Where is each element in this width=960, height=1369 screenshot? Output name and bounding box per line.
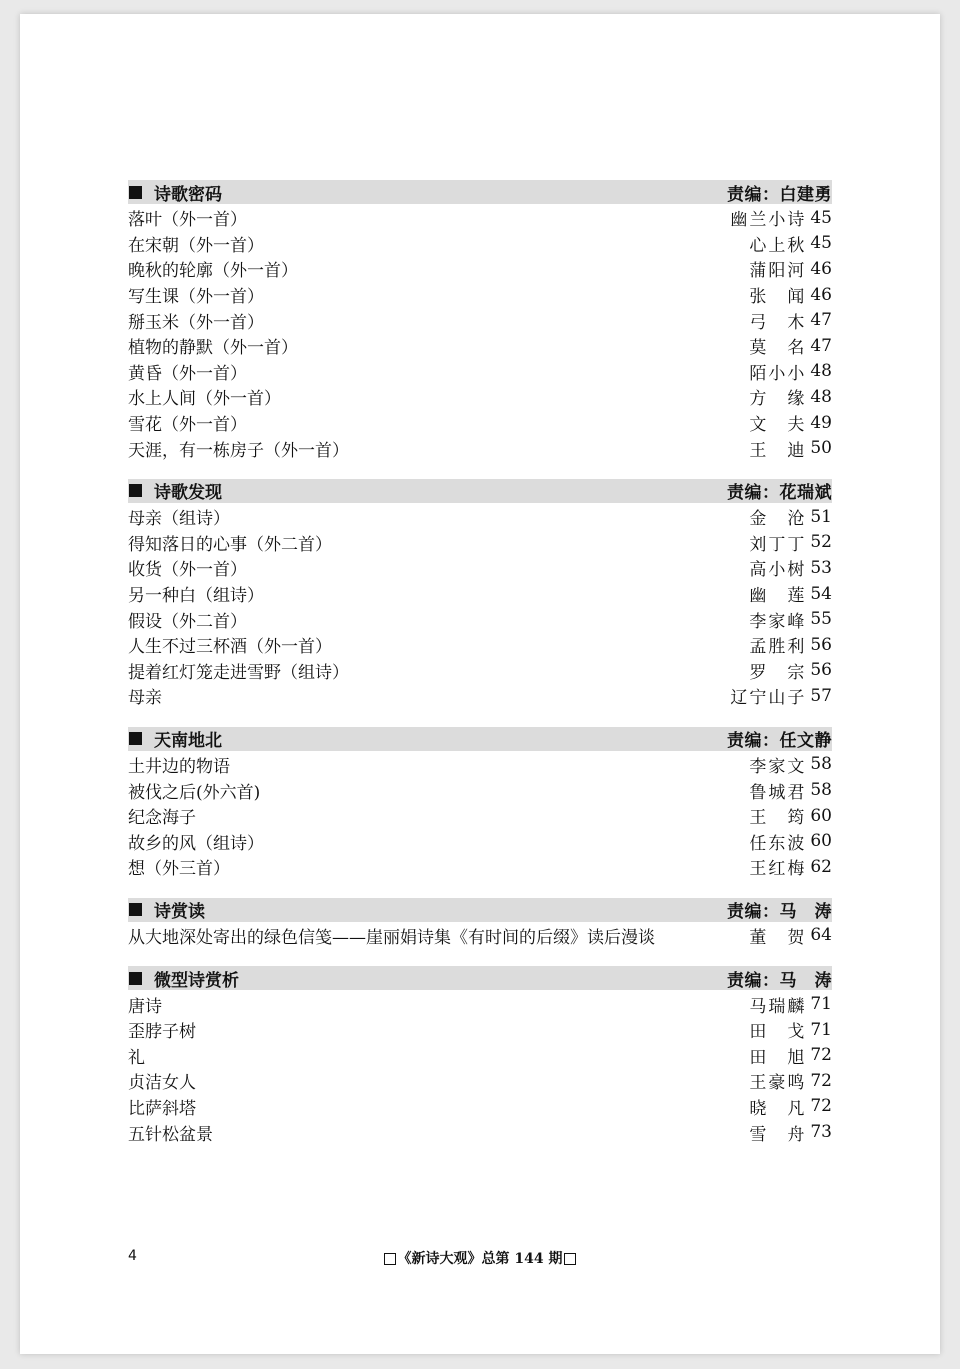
entry-title: 从大地深处寄出的绿色信笺——崖丽娟诗集《有时间的后缀》读后漫谈 <box>128 927 655 948</box>
page-number: 4 <box>128 1248 137 1264</box>
toc-entry <box>128 991 832 1017</box>
entry-title: 比萨斜塔 <box>128 1098 196 1119</box>
entry-author: 金 沧 <box>749 509 807 530</box>
toc-entry <box>128 683 832 709</box>
toc-entry <box>128 658 832 684</box>
entry-author: 王红梅 <box>749 859 807 880</box>
section-editor: 责编：马 涛 <box>727 970 832 991</box>
entry-meta <box>749 607 832 632</box>
toc-entry <box>128 1068 832 1094</box>
section-editor: 责编：花瑞斌 <box>727 483 832 504</box>
entry-meta <box>749 658 832 683</box>
section-title-group <box>128 726 222 751</box>
entry-meta <box>749 359 832 384</box>
entry-author: 幽 莲 <box>749 586 807 607</box>
entry-meta <box>749 308 832 333</box>
section-title-group <box>128 966 239 991</box>
entry-title: 人生不过三杯酒（外一首） <box>128 637 332 658</box>
entry-author: 田 旭 <box>749 1047 807 1068</box>
entry-page-number: 53 <box>810 557 832 578</box>
entry-author: 雪 舟 <box>749 1124 807 1145</box>
entry-title: 唐诗 <box>128 996 162 1017</box>
entry-meta <box>749 410 832 435</box>
section-title: 微型诗赏析 <box>154 970 239 991</box>
toc-entry <box>128 923 832 949</box>
entry-page-number: 56 <box>810 660 832 681</box>
entry-meta <box>749 1094 832 1119</box>
entry-author: 王 迪 <box>749 440 807 461</box>
entry-meta <box>749 231 832 256</box>
entry-meta <box>749 1068 832 1093</box>
toc-entry <box>128 282 832 308</box>
entry-page-number: 72 <box>810 1070 832 1091</box>
entry-author: 晓 凡 <box>749 1098 807 1119</box>
entry-author: 田 戈 <box>749 1022 807 1043</box>
section-editor: 责编：白建勇 <box>727 184 832 205</box>
entry-page-number: 51 <box>810 506 832 527</box>
entry-meta <box>749 436 832 461</box>
entry-page-number: 60 <box>810 831 832 852</box>
entry-meta <box>749 923 832 948</box>
entry-meta <box>749 504 832 529</box>
toc-entry <box>128 333 832 359</box>
section-header <box>128 898 832 922</box>
entry-page-number: 54 <box>810 583 832 604</box>
entry-author: 鲁城君 <box>749 782 807 803</box>
document-page <box>20 14 940 1354</box>
entry-page-number: 49 <box>810 412 832 433</box>
section-editor: 责编：任文静 <box>727 731 832 752</box>
entry-title: 纪念海子 <box>128 808 196 829</box>
toc-entry <box>128 256 832 282</box>
entry-title: 晚秋的轮廓（外一首） <box>128 261 298 282</box>
entry-page-number: 46 <box>810 284 832 305</box>
entry-page-number: 48 <box>810 386 832 407</box>
entry-author: 辽宁山子 <box>730 688 807 709</box>
section-title-group <box>128 180 222 205</box>
entry-meta <box>749 1017 832 1042</box>
toc-entry <box>128 1119 832 1145</box>
entry-author: 任东波 <box>749 833 807 854</box>
toc-entry <box>128 410 832 436</box>
section-header <box>128 727 832 751</box>
entry-meta <box>749 803 832 828</box>
toc-entry <box>128 530 832 556</box>
entry-author: 张 闻 <box>749 287 807 308</box>
entry-title: 得知落日的心事（外二首） <box>128 534 332 555</box>
box-icon <box>384 1253 396 1265</box>
entry-author: 蒲阳河 <box>749 261 807 282</box>
square-bullet-icon <box>129 186 142 199</box>
toc-section <box>128 479 832 709</box>
section-header <box>128 966 832 990</box>
entry-title: 掰玉米（外一首） <box>128 312 264 333</box>
entry-page-number: 58 <box>810 754 832 775</box>
entry-title: 水上人间（外一首） <box>128 389 281 410</box>
entry-title: 假设（外二首） <box>128 611 247 632</box>
toc-section <box>128 727 832 880</box>
entry-meta <box>749 992 832 1017</box>
section-title-group <box>128 478 222 503</box>
entry-meta <box>749 256 832 281</box>
entry-meta <box>749 1043 832 1068</box>
entry-page-number: 45 <box>810 233 832 254</box>
entry-page-number: 48 <box>810 361 832 382</box>
entry-page-number: 46 <box>810 258 832 279</box>
entry-meta <box>730 205 832 230</box>
entry-author: 董 贺 <box>749 927 807 948</box>
entry-page-number: 47 <box>810 310 832 331</box>
entry-title: 歪脖子树 <box>128 1022 196 1043</box>
entry-page-number: 72 <box>810 1045 832 1066</box>
entry-title: 母亲（组诗） <box>128 509 230 530</box>
entry-author: 刘丁丁 <box>749 534 807 555</box>
entry-title: 想（外三首） <box>128 859 230 880</box>
entry-title: 土井边的物语 <box>128 756 230 777</box>
section-title: 诗歌密码 <box>154 184 222 205</box>
section-title: 诗歌发现 <box>154 483 222 504</box>
entry-author: 文 夫 <box>749 415 807 436</box>
entry-meta <box>749 1120 832 1145</box>
entry-title: 礼 <box>128 1047 145 1068</box>
toc-entry <box>128 231 832 257</box>
entry-meta <box>749 854 832 879</box>
entry-author: 高小树 <box>749 560 807 581</box>
entry-title: 故乡的风（组诗） <box>128 833 264 854</box>
entry-title: 写生课（外一首） <box>128 287 264 308</box>
toc-entry <box>128 1017 832 1043</box>
entry-author: 莫 名 <box>749 338 807 359</box>
square-bullet-icon <box>129 732 142 745</box>
section-header <box>128 180 832 204</box>
section-title: 诗赏读 <box>154 902 205 923</box>
entry-author: 弓 木 <box>749 312 807 333</box>
toc-entry <box>128 504 832 530</box>
entry-page-number: 50 <box>810 438 832 459</box>
entry-title: 另一种白（组诗） <box>128 586 264 607</box>
entry-title: 黄昏（外一首） <box>128 363 247 384</box>
footer-magazine-line <box>128 1248 832 1268</box>
section-title-group <box>128 897 205 922</box>
toc-section <box>128 966 832 1145</box>
entry-meta <box>749 282 832 307</box>
entry-author: 陌小小 <box>749 363 807 384</box>
entry-meta <box>749 530 832 555</box>
entry-page-number: 71 <box>810 1019 832 1040</box>
entry-title: 母亲 <box>128 688 162 709</box>
entry-page-number: 57 <box>810 685 832 706</box>
table-of-contents <box>128 180 832 1163</box>
entry-author: 罗 宗 <box>749 662 807 683</box>
entry-author: 幽兰小诗 <box>730 210 807 231</box>
entry-page-number: 64 <box>810 925 832 946</box>
toc-entry <box>128 777 832 803</box>
entry-title: 被伐之后(外六首) <box>128 782 261 803</box>
entry-author: 王 筠 <box>749 808 807 829</box>
entry-author: 孟胜利 <box>749 637 807 658</box>
entry-title: 收货（外一首） <box>128 560 247 581</box>
entry-page-number: 52 <box>810 532 832 553</box>
entry-title: 落叶（外一首） <box>128 210 247 231</box>
entry-title: 植物的静默（外一首） <box>128 338 298 359</box>
entry-page-number: 56 <box>810 634 832 655</box>
toc-entry <box>128 384 832 410</box>
entry-author: 李家文 <box>749 756 807 777</box>
entry-meta <box>749 778 832 803</box>
square-bullet-icon <box>129 903 142 916</box>
toc-entry <box>128 307 832 333</box>
toc-section <box>128 180 832 461</box>
entry-author: 心上秋 <box>749 235 807 256</box>
entry-author: 方 缘 <box>749 389 807 410</box>
section-header <box>128 479 832 503</box>
toc-section <box>128 898 832 949</box>
toc-entry <box>128 555 832 581</box>
entry-page-number: 71 <box>810 994 832 1015</box>
entry-meta <box>749 752 832 777</box>
entry-page-number: 62 <box>810 856 832 877</box>
section-title: 天南地北 <box>154 731 222 752</box>
entry-page-number: 60 <box>810 805 832 826</box>
entry-title: 雪花（外一首） <box>128 415 247 436</box>
entry-author: 王豪鸣 <box>749 1073 807 1094</box>
toc-entry <box>128 1042 832 1068</box>
entry-meta <box>749 333 832 358</box>
entry-title: 天涯，有一栋房子（外一首） <box>128 440 349 461</box>
entry-meta <box>749 829 832 854</box>
magazine-issue: 《新诗大观》总第 144 期 <box>397 1251 563 1267</box>
entry-title: 贞洁女人 <box>128 1073 196 1094</box>
toc-entry <box>128 359 832 385</box>
toc-entry <box>128 828 832 854</box>
entry-page-number: 73 <box>810 1122 832 1143</box>
entry-meta <box>730 683 832 708</box>
entry-page-number: 58 <box>810 780 832 801</box>
entry-page-number: 47 <box>810 335 832 356</box>
toc-entry <box>128 752 832 778</box>
square-bullet-icon <box>129 484 142 497</box>
entry-meta <box>749 581 832 606</box>
square-bullet-icon <box>129 972 142 985</box>
toc-entry <box>128 205 832 231</box>
toc-entry <box>128 1094 832 1120</box>
toc-entry <box>128 632 832 658</box>
entry-page-number: 72 <box>810 1096 832 1117</box>
entry-page-number: 45 <box>810 207 832 228</box>
toc-entry <box>128 435 832 461</box>
entry-title: 提着红灯笼走进雪野（组诗） <box>128 662 349 683</box>
entry-author: 马瑞麟 <box>749 996 807 1017</box>
entry-meta <box>749 632 832 657</box>
section-editor: 责编：马 涛 <box>727 902 832 923</box>
entry-page-number: 55 <box>810 609 832 630</box>
toc-entry <box>128 581 832 607</box>
entry-title: 五针松盆景 <box>128 1124 213 1145</box>
entry-title: 在宋朝（外一首） <box>128 235 264 256</box>
toc-entry <box>128 606 832 632</box>
entry-author: 李家峰 <box>749 611 807 632</box>
toc-entry <box>128 854 832 880</box>
entry-meta <box>749 384 832 409</box>
toc-entry <box>128 803 832 829</box>
entry-meta <box>749 555 832 580</box>
box-icon <box>564 1253 576 1265</box>
